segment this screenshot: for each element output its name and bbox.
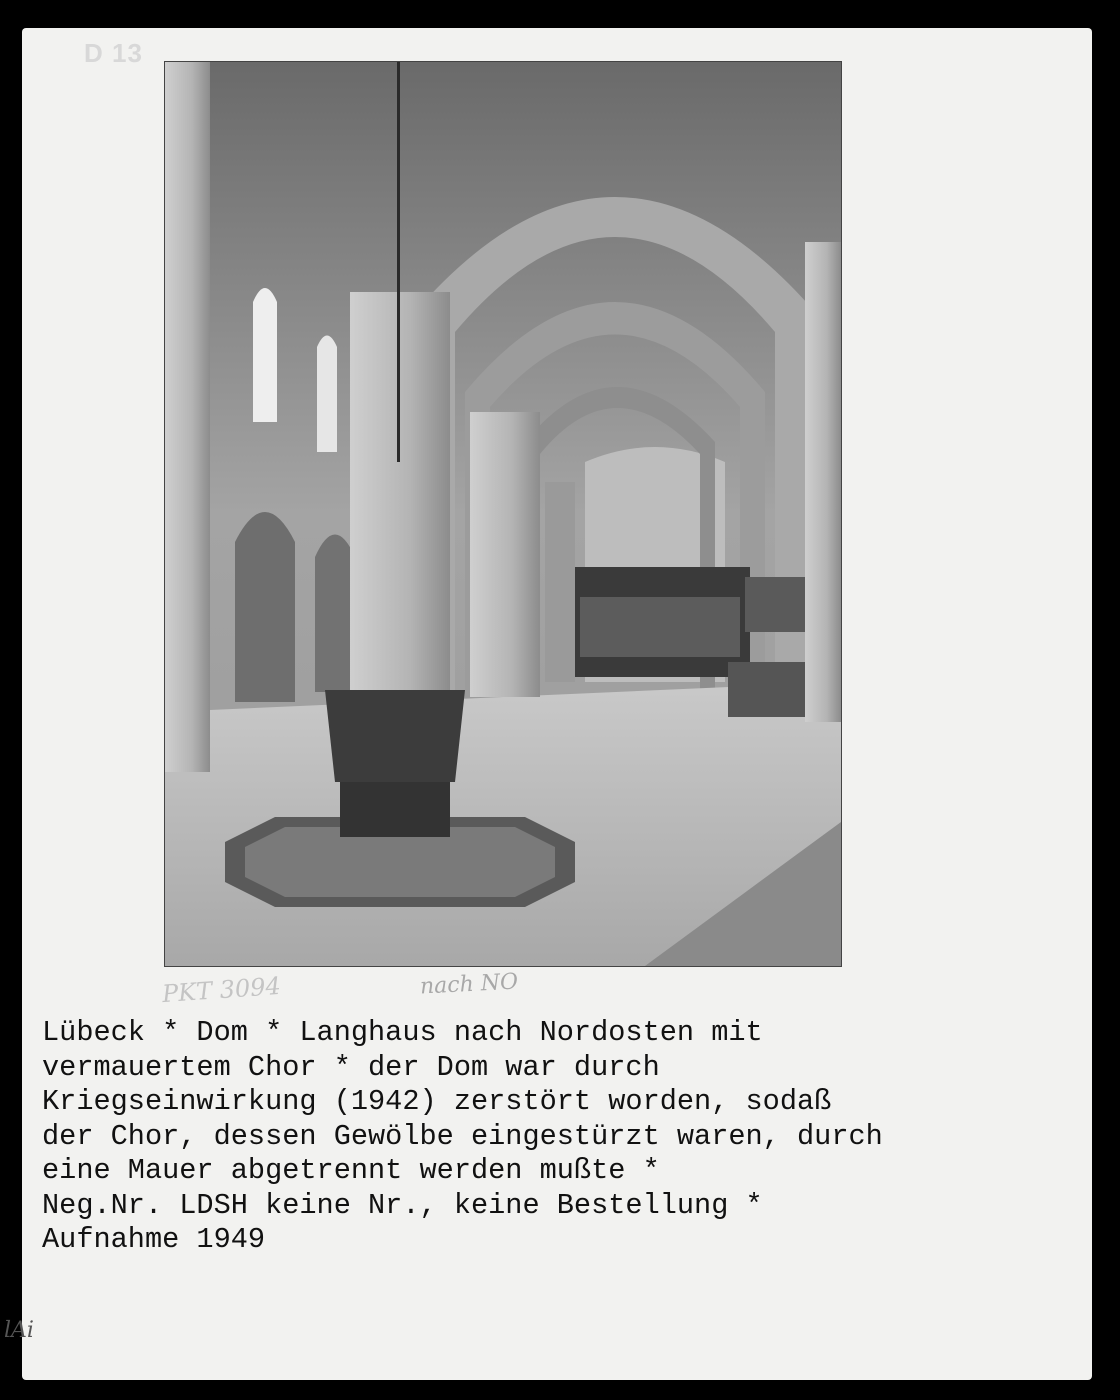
caption-line: Kriegseinwirkung (1942) zerstört worden, sodaß	[42, 1085, 832, 1118]
photo-illustration	[165, 62, 841, 966]
caption-line: vermauertem Chor * der Dom war durch	[42, 1050, 660, 1084]
caption-line: Lübeck * Dom * Langhaus nach Nordosten mit	[42, 1016, 763, 1049]
caption-line: der Chor, dessen Gewölbe eingestürzt waren, durch	[42, 1119, 883, 1153]
caption-line: Neg.Nr. LDSH keine Nr., keine Bestellung *	[42, 1188, 763, 1222]
corner-handwritten-mark: lAi	[4, 1318, 34, 1343]
card-number-label: D 13	[84, 38, 143, 68]
archive-card	[22, 28, 1092, 1380]
cathedral-photograph	[165, 62, 841, 966]
pencil-reference-number: PKT 3094	[161, 971, 282, 1009]
pencil-direction-note: nach NO	[419, 969, 519, 1000]
caption-line: eine Mauer abgetrennt werden mußte *	[42, 1154, 660, 1187]
caption-line: Aufnahme 1949	[42, 1223, 266, 1256]
typed-caption	[42, 1016, 1082, 1258]
